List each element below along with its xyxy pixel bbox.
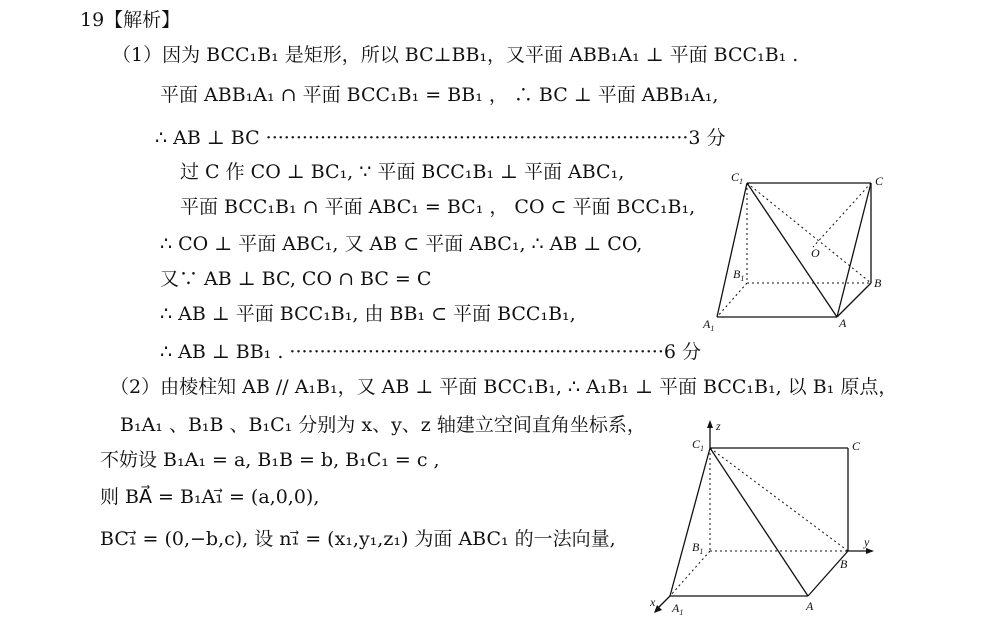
label-z: z (716, 419, 721, 433)
label-b: B (874, 276, 882, 290)
figure-prism-1 (695, 165, 895, 335)
solution-line-p1-line8: ∴ AB ⊥ 平面 BCC₁B₁, 由 BB₁ ⊂ 平面 BCC₁B₁, (160, 303, 576, 325)
label-c: C (875, 174, 884, 188)
label-a1: $A_1$ (703, 317, 715, 333)
solution-line-p2-line5: BC₁⃗ = (0,−b,c), 设 n₁⃗ = (x₁,y₁,z₁) 为面 ABC₁ 的一法向量, (100, 528, 616, 550)
label-c: C (852, 439, 861, 453)
label-b: B (840, 557, 848, 571)
label-b1: $B_1$ (733, 267, 745, 283)
solution-line-p1-line1: （1）因为 BCC₁B₁ 是矩形，所以 BC⊥BB₁，又平面 ABB₁A₁ ⊥ 平面 BCC₁B₁ . (112, 44, 799, 66)
label-a1: $A_1$ (672, 601, 684, 617)
label-c1: $C_1$ (692, 437, 705, 453)
solution-line-p1-line3: ∴ AB ⊥ BC ······································································3 分 (155, 127, 726, 149)
solution-line-p1-line7: 又∵ AB ⊥ BC, CO ∩ BC = C (160, 268, 432, 290)
label-a: A (806, 599, 814, 613)
label-y: y (864, 535, 870, 549)
solution-line-p2-line1: （2）由棱柱知 AB // A₁B₁，又 AB ⊥ 平面 BCC₁B₁, ∴ A₁B₁ ⊥ 平面 BCC₁B₁, 以 B₁ 原点， (110, 376, 898, 398)
solution-line-p1-line4: 过 C 作 CO ⊥ BC₁, ∵ 平面 BCC₁B₁ ⊥ 平面 ABC₁, (180, 161, 625, 183)
figure-prism-2 (648, 418, 880, 618)
label-x: x (650, 595, 656, 609)
solution-line-p2-line4: 则 BA⃗ = B₁A₁⃗ = (a,0,0), (100, 486, 320, 508)
label-a: A (839, 316, 847, 330)
solution-line-p2-line3: 不妨设 B₁A₁ = a, B₁B = b, B₁C₁ = c , (100, 449, 440, 471)
label-c1: $C_1$ (731, 170, 744, 186)
solution-line-p1-line5: 平面 BCC₁B₁ ∩ 平面 ABC₁ = BC₁ ， CO ⊂ 平面 BCC₁B₁, (180, 196, 696, 218)
solution-line-p1-line6: ∴ CO ⊥ 平面 ABC₁, 又 AB ⊂ 平面 ABC₁, ∴ AB ⊥ CO, (160, 233, 643, 255)
solution-line-p2-line2: B₁A₁ 、B₁B 、B₁C₁ 分别为 x、y、z 轴建立空间直角坐标系， (120, 414, 646, 436)
solution-line-p1-line9: ∴ AB ⊥ BB₁ . ······························································6 分 (160, 341, 701, 363)
solution-line-heading: 19【解析】 (80, 9, 181, 31)
label-o: O (811, 246, 820, 260)
label-b1: $B_1$ (692, 540, 704, 556)
solution-line-p1-line2: 平面 ABB₁A₁ ∩ 平面 BCC₁B₁ = BB₁ ， ∴ BC ⊥ 平面 ABB₁A₁, (160, 84, 719, 106)
